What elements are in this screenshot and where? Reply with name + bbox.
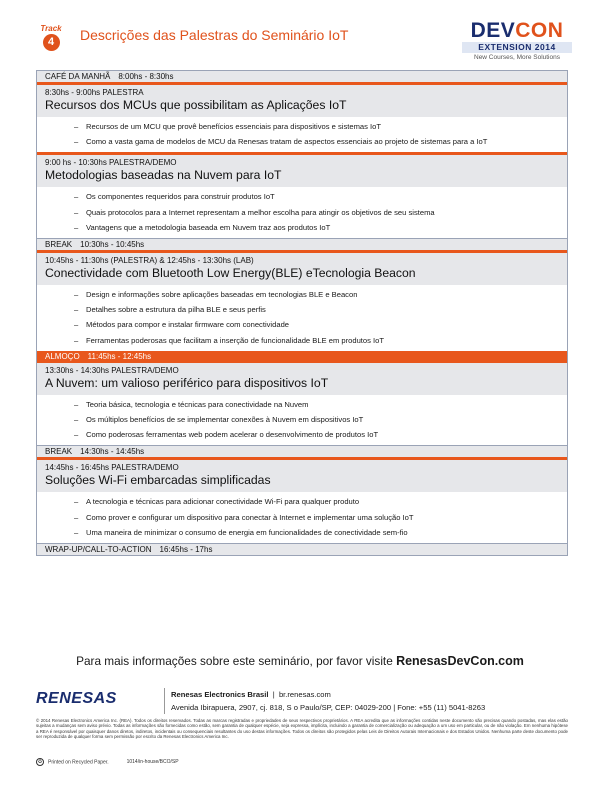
list-item: – Os componentes requeridos para construir produtos IoT — [74, 192, 275, 202]
more-info-text: Para mais informações sobre este seminário, por favor visite — [76, 654, 393, 668]
list-item-text: Métodos para compor e instalar firmware com conectividade — [86, 320, 290, 330]
session-block — [37, 152, 567, 238]
session-header — [37, 155, 567, 187]
bar-time: 14:30hs - 14:45hs — [80, 447, 145, 457]
devcon-logo — [462, 20, 572, 63]
session-block — [37, 363, 567, 446]
document-code: 1014/in-house/BCO/SP — [126, 759, 179, 766]
devcon-name-part2: CON — [515, 19, 564, 42]
devcon-name-part1: DEV — [470, 19, 516, 42]
session-items — [37, 117, 567, 152]
company-info: Renesas Electronics Brasil | br.renesas.com Avenida Ibirapuera, 2907, cj. 818, S o Paulo/SP, CEP: 04029-200 | Fone: +55 (11) 5041-8263 — [164, 688, 485, 714]
bar-label: BREAK — [45, 240, 73, 250]
page-title: Descrições das Palestras do Seminário IoT — [80, 27, 349, 43]
bar-label: BREAK — [45, 447, 73, 457]
list-item: – A tecnologia e técnicas para adicionar conectividade Wi-Fi para qualquer produto — [74, 497, 360, 507]
list-item-text: Os componentes requeridos para construir produtos IoT — [86, 192, 275, 202]
session-time: 8:30hs - 9:00hs PALESTRA — [45, 88, 144, 97]
list-item: – Recursos de um MCU que provê benefícios essenciais para dispositivos e sistemas IoT — [74, 122, 382, 131]
list-item-text: Como a vasta gama de modelos de MCU da Renesas tratam de aspectos essenciais ao projeto de sistemas para a IoT — [86, 137, 488, 147]
list-item: – Como poderosas ferramentas web podem acelerar o desenvolvimento de produtos IoT — [74, 430, 379, 440]
list-item-text: Vantagens que a metodologia baseada em Nuvem traz aos produtos IoT — [86, 222, 331, 232]
list-item-text: Design e informações sobre aplicações baseadas em tecnologias BLE e Beacon — [86, 290, 358, 300]
schedule — [36, 70, 568, 556]
recycled-note — [36, 758, 179, 766]
session-header — [37, 85, 567, 117]
bar-time: 8:00hs - 8:30hs — [118, 72, 174, 81]
page-header — [36, 18, 572, 66]
bar-time: 10:30hs - 10:45hs — [80, 240, 145, 250]
session-block — [37, 457, 567, 543]
session-items — [37, 187, 567, 238]
devcon-name — [462, 20, 572, 42]
list-item: – Quais protocolos para a Internet representam a melhor escolha para atingir os objetivos de seu sistema — [74, 207, 435, 217]
track-badge — [36, 24, 66, 51]
company-site[interactable]: br.renesas.com — [278, 690, 331, 699]
list-item: – Teoria básica, tecnologia e técnicas para conectividade na Nuvem — [74, 399, 309, 409]
list-item: – Design e informações sobre aplicações baseadas em tecnologias BLE e Beacon — [74, 290, 358, 300]
list-item: – Métodos para compor e instalar firmware com conectividade — [74, 320, 290, 330]
list-item-text: Quais protocolos para a Internet representam a melhor escolha para atingir os objetivos de seu sistema — [86, 207, 435, 217]
session-time: 9:00 hs - 10:30hs PALESTRA/DEMO — [45, 158, 177, 168]
session-items — [37, 492, 567, 543]
bar-label: CAFÉ DA MANHÃ — [45, 72, 111, 81]
session-time: 14:45hs - 16:45hs PALESTRA/DEMO — [45, 463, 179, 473]
list-item-text: Como poderosas ferramentas web podem acelerar o desenvolvimento de produtos IoT — [86, 430, 379, 440]
session-time: 10:45hs - 11:30hs (PALESTRA) & 12:45hs - 13:30hs (LAB) — [45, 256, 254, 266]
list-item-text: A tecnologia e técnicas para adicionar conectividade Wi-Fi para qualquer produto — [86, 497, 360, 507]
devcon-tagline: New Courses, More Solutions — [474, 54, 560, 61]
list-item-text: Uma maneira de minimizar o consumo de energia em funcionalidades de conectividade sem-fio — [86, 527, 408, 537]
session-title: Soluções Wi-Fi embarcadas simplificadas — [45, 473, 271, 488]
bar-label: WRAP-UP/CALL-TO-ACTION — [45, 545, 152, 555]
recycled-text: Printed on Recycled Paper. — [48, 759, 109, 766]
session-title: Recursos dos MCUs que possibilitam as Aplicações IoT — [45, 98, 347, 112]
bar-label: ALMOÇO — [45, 351, 80, 361]
session-items — [37, 285, 567, 351]
bar-time: 11:45hs - 12:45hs — [87, 351, 152, 361]
track-label: Track — [40, 24, 62, 33]
session-block — [37, 250, 567, 351]
session-header — [37, 253, 567, 285]
list-item: – Ferramentas poderosas que facilitam a inserção de funcionalidade BLE em produtos IoT — [74, 335, 385, 345]
list-item: – Como prover e configurar um dispositivo para conectar à Internet e implementar uma solução IoT — [74, 512, 414, 522]
list-item: – Os múltiplos benefícios de se implementar conexões à Nuvem em dispositivos IoT — [74, 415, 364, 425]
company-address: Avenida Ibirapuera, 2907, cj. 818, S o Paulo/SP, CEP: 04029-200 | Fone: +55 (11) 5041-8263 — [171, 703, 486, 712]
wrapup-bar — [37, 543, 567, 555]
recycle-icon: ♻ — [37, 759, 43, 765]
session-header — [37, 363, 567, 395]
list-item: – Como a vasta gama de modelos de MCU da Renesas tratam de aspectos essenciais ao projeto de sistemas para a IoT — [74, 137, 488, 147]
list-item: – Vantagens que a metodologia baseada em Nuvem traz aos produtos IoT — [74, 222, 331, 232]
session-block — [37, 82, 567, 152]
list-item: – Uma maneira de minimizar o consumo de energia em funcionalidades de conectividade sem-fio — [74, 527, 408, 537]
list-item-text: Ferramentas poderosas que facilitam a inserção de funcionalidade BLE em produtos IoT — [86, 335, 385, 345]
track-number: 4 — [43, 34, 60, 51]
devcon-extension: EXTENSION 2014 — [462, 42, 572, 53]
more-info — [36, 654, 564, 668]
list-item-text: Os múltiplos benefícios de se implementar conexões à Nuvem em dispositivos IoT — [86, 415, 364, 425]
list-item-text: Como prover e configurar um dispositivo para conectar à Internet e implementar uma solução IoT — [86, 512, 414, 522]
list-item-text: Teoria básica, tecnologia e técnicas para conectividade na Nuvem — [86, 399, 309, 409]
website-link[interactable]: RenesasDevCon.com — [396, 654, 524, 668]
list-item-text: Detalhes sobre a estrutura da pilha BLE e seus perfis — [86, 305, 266, 315]
renesas-logo: RENESAS — [36, 690, 117, 707]
session-header — [37, 460, 567, 492]
bar-time: 16:45hs - 17hs — [159, 545, 213, 555]
company-block — [36, 688, 568, 716]
legal-text: © 2014 Renesas Electronics America Inc. (REA). Todos os direitos reservados. Todas as marcas registradas e propriedades de seus respectivos proprietários. A REA acredita que as informações contidas neste documento são precisas quando postadas, mas elas estão sujeitas a mudanças sem aviso prévio. Todas as informações são fornecidas como estão, sem garantia de qualquer espécie, seja expressa, implícita, incluindo a garantia de comercialização ou adequação a um uso em particular, ou de não violação. Em nenhuma hipótese a REA é responsável por quaisquer danos diretos, indiretos, incidentais ou consequenciais resultantes do uso destas informações. Todos os direitos são protegidos pelas Leis de Direitos Autorais Internacionais e dos Estados Unidos. Nenhuma parte deste documento pode ser reproduzida de qualquer forma sem permissão por escrito da Renesas Electronics America Inc. — [36, 718, 568, 740]
break-bar — [37, 238, 567, 250]
session-title: A Nuvem: um valioso periférico para dispositivos IoT — [45, 375, 329, 390]
breakfast-bar — [37, 70, 567, 82]
session-time: 13:30hs - 14:30hs PALESTRA/DEMO — [45, 365, 179, 375]
session-title: Metodologias baseadas na Nuvem para IoT — [45, 168, 282, 183]
break-bar — [37, 445, 567, 457]
list-item-text: Recursos de um MCU que provê benefícios essenciais para dispositivos e sistemas IoT — [86, 122, 382, 131]
company-name: Renesas Electronics Brasil — [171, 690, 269, 699]
lunch-bar — [37, 351, 567, 363]
session-title: Conectividade com Bluetooth Low Energy(BLE) eTecnologia Beacon — [45, 266, 416, 281]
list-item: – Detalhes sobre a estrutura da pilha BLE e seus perfis — [74, 305, 266, 315]
session-items — [37, 395, 567, 446]
